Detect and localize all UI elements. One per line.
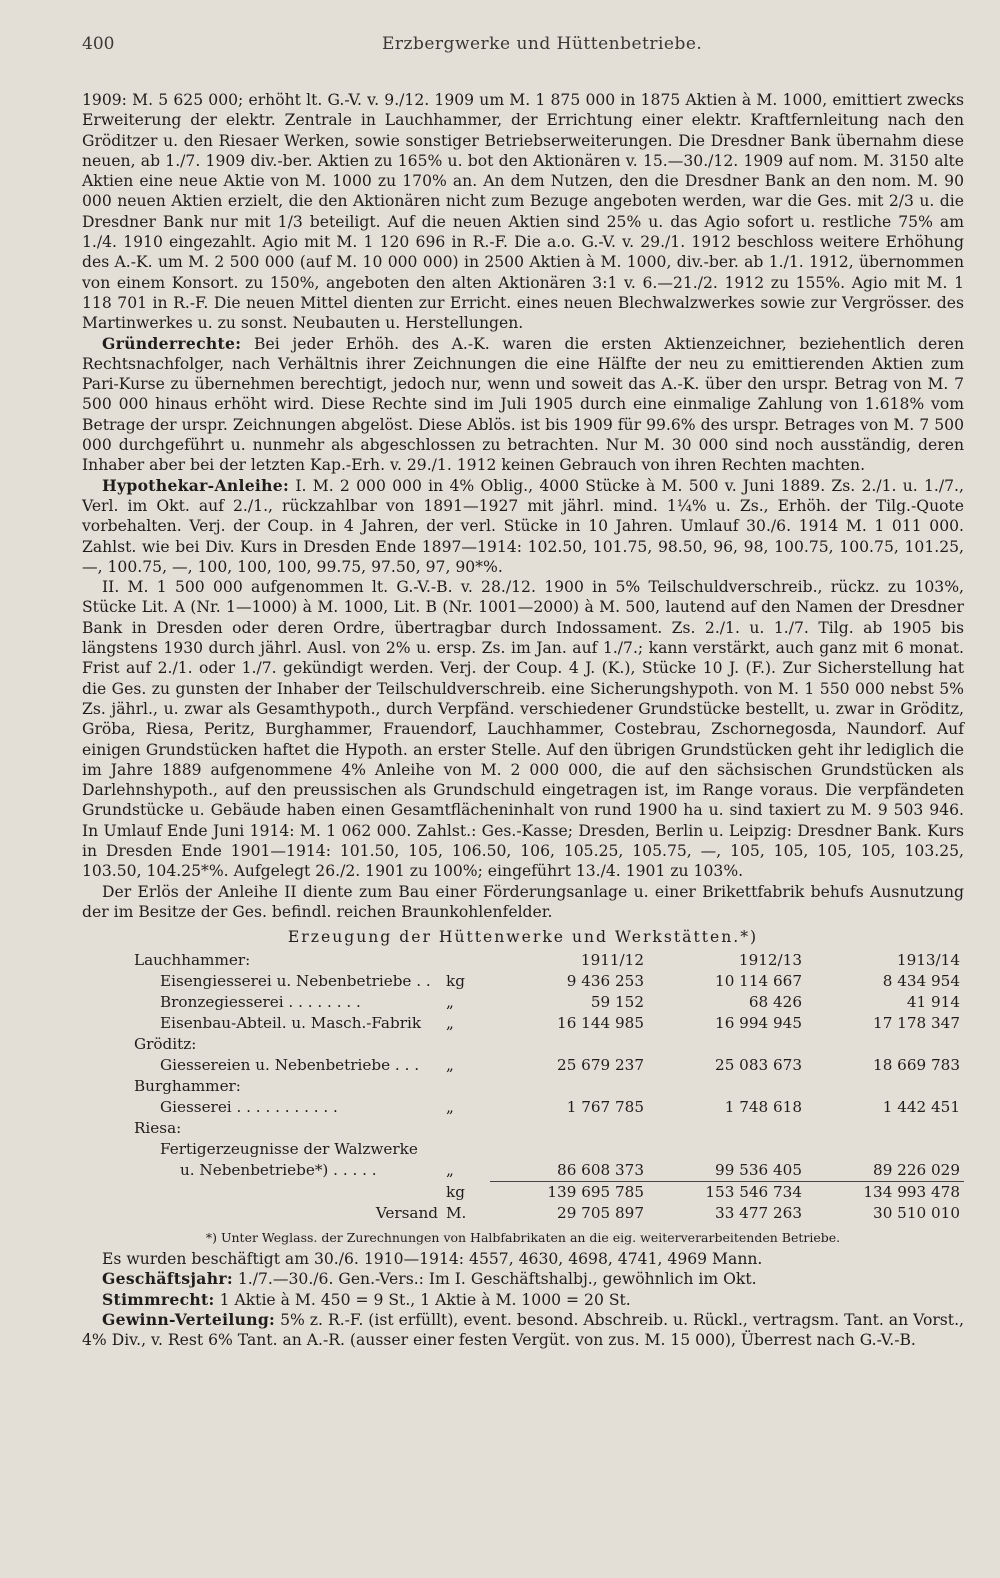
production-footnote: *) Unter Weglass. der Zurechnungen von Halbfabrikaten an die eig. weiterverarbeitenden Betriebe. [205,1230,841,1246]
capital-history-paragraph: 1909: M. 5 625 000; erhöht lt. G.-V. v. 9./12. 1909 um M. 1 875 000 in 1875 Aktien à M. 1000, emittiert zwecks Erweiterung der elektr. Zentrale in Lauchhammer, der Errichtung einer elektr. Kraftfernleitung nach den Gröditzer u. den Riesaer Werken, sowie sonstiger Betriebserweiterungen. Die Dresdner Bank übernahm diese neuen, ab 1./7. 1909 div.-ber. Aktien zu 165% u. bot den Aktionären v. 15.—30./12. 1909 auf nom. M. 3150 alte Aktien eine neue Aktie von M. 1000 zu 170% an. An dem Nutzen, den die Dresdner Bank an den nom. M. 90 000 neuen Aktien erzielt, die den Aktionären nicht zum Bezuge angeboten werden, war die Ges. mit 2/3 u. die Dresdner Bank nur mit 1/3 beteiligt. Auf die neuen Aktien sind 25% u. das Agio sofort u. restliche 75% am 1./4. 1910 eingezahlt. Agio mit M. 1 120 696 in R.-F. Die a.o. G.-V. v. 29./1. 1912 beschloss weitere Erhöhung des A.-K. um M. 2 500 000 (auf M. 10 000 000) in 2500 Aktien à M. 1000, div.-ber. ab 1./1. 1912, übernommen von einem Konsort. zu 150%, angeboten den alten Aktionären 3:1 v. 6.—21./2. 1912 zu 155%. Agio mit M. 1 118 701 in R.-F. Die neuen Mittel dienten zur Erricht. eines neuen Blechwalzwerkes sowie zur Vergrösser. des Martinwerkes u. zu sonst. Neubauten u. Herstellungen. [82,91,964,333]
row-label: Burghammer: [134,1077,241,1096]
row-unit: „ [446,1098,454,1117]
page-header [82,34,964,54]
row-value-1911-12: 25 679 237 [557,1056,644,1075]
sum-1911-12: 139 695 785 [490,1182,648,1204]
row-value-1912-13 [648,1139,806,1160]
row-value-1913-14 [806,1139,964,1160]
row-value-1912-13: 25 083 673 [715,1056,802,1075]
row-value-1913-14: 18 669 783 [873,1056,960,1075]
row-value-1913-14: 8 434 954 [882,972,960,991]
row-value-1913-14: 41 914 [906,993,960,1012]
row-unit [442,1034,490,1055]
table-row [82,1076,964,1097]
row-value-1913-14: 1 442 451 [882,1098,960,1117]
row-label: u. Nebenbetriebe*) . . . . . [180,1161,377,1180]
row-unit [442,1118,490,1139]
versand-1911-12: 29 705 897 [557,1204,644,1223]
row-value-1911-12 [490,1139,648,1160]
production-table-header [82,950,964,971]
row-value-1912-13: 10 114 667 [715,972,802,991]
page-number: 400 [82,34,115,54]
row-unit: „ [446,993,454,1012]
table-row [82,1013,964,1034]
row-value-1912-13 [648,1076,806,1097]
table-row [82,1034,964,1055]
versand-1912-13: 33 477 263 [715,1204,802,1223]
hypothekar-text: I. M. 2 000 000 in 4% Oblig., 4000 Stücke à M. 500 v. Juni 1889. Zs. 2./1. u. 1./7., Verl. im Okt. auf 2./1., rückzahlbar von 1891—1927 mit jährl. mind. 1¼% u. Zs., Erhöh. der Tilg.-Quote vorbehalten. Verj. der Coup. in 4 Jahren, der verl. Stücke in 10 Jahren. Umlauf 30./6. 1914 M. 1 011 000. Zahlst. wie bei Div. Kurs in Dresden Ende 1897—1914: 102.50, 101.75, 98.50, 96, 98, 100.75, 100.75, 101.25, —, 100.75, —, 100, 100, 100, 99.75, 97.50, 97, 90*%. [82,476,964,576]
versand-row [82,1203,964,1224]
row-value-1911-12: 59 152 [590,993,644,1012]
row-label: Bronzegiesserei . . . . . . . . [160,993,361,1012]
row-label: Gröditz: [134,1035,197,1054]
row-value-1911-12 [490,1118,648,1139]
row-value-1913-14: 89 226 029 [873,1161,960,1180]
row-value-1913-14 [806,1118,964,1139]
hypothekar-paragraph-2: II. M. 1 500 000 aufgenommen lt. G.-V.-B. v. 28./12. 1900 in 5% Teilschuldverschreib., rückz. zu 103%, Stücke Lit. A (Nr. 1—1000) à M. 1000, Lit. B (Nr. 1001—2000) à M. 500, lautend auf den Namen der Dresdner Bank in Dresden oder deren Ordre, übertragbar durch Indossament. Zs. 2./1. u. 1./7. Tilg. ab 1905 bis längstens 1930 durch jährl. Ausl. von 2% u. ersp. Zs. im Jan. auf 1./7.; kann verstärkt, auch ganz mit 6 monat. Frist auf 2./1. oder 1./7. gekündigt werden. Verj. der Coup. 4 J. (K.), Stücke 10 J. (F.). Zur Sicherstellung hat die Ges. zu gunsten der Inhaber der Teilschuldverschreib. eine Sicherungshypoth. von M. 1 550 000 nebst 5% Zs. jährl., u. zwar als Gesamthypoth., durch Verpfänd. verschiedener Grundstücke bestellt, u. zwar in Gröditz, Gröba, Riesa, Peritz, Burghammer, Frauendorf, Lauchhammer, Costebrau, Zschornegosda, Naundorf. Auf einigen Grundstücken haftet die Hypoth. an erster Stelle. Auf den übrigen Grundstücken geht ihr lediglich die im Jahre 1889 aufgenommene 4% Anleihe von M. 2 000 000, die auf den sächsischen Grundstücken als Darlehnshypoth., auf den preussischen als Grundschuld eingetragen ist, im Range voraus. Die verpfändeten Grundstücke u. Gebäude haben einen Gesamtflächeninhalt von rund 1900 ha u. sind taxiert zu M. 9 503 946. In Umlauf Ende Juni 1914: M. 1 062 000. Zahlst.: Ges.-Kasse; Dresden, Berlin u. Leipzig: Dresdner Bank. Kurs in Dresden Ende 1901—1914: 101.50, 105, 106.50, 106, 105.25, 105.75, —, 105, 105, 105, 105, 103.25, 103.50, 104.25*%. Aufgelegt 26./2. 1901 zu 100%; eingeführt 13./4. 1901 zu 103%. [82,578,964,881]
table-row [82,971,964,992]
production-table [82,950,964,1224]
sum-1912-13: 153 546 734 [648,1182,806,1204]
row-label: Eisenbau-Abteil. u. Masch.-Fabrik [160,1014,422,1033]
gewinnverteilung-paragraph [82,1310,964,1351]
row-value-1911-12: 86 608 373 [557,1161,644,1180]
row-value-1913-14 [806,1076,964,1097]
table-row [82,1139,964,1160]
row-value-1912-13 [648,1118,806,1139]
table-row [82,1118,964,1139]
row-value-1911-12 [490,1034,648,1055]
table-row [82,992,964,1013]
geschaeftsjahr-label: Geschäftsjahr: [102,1269,233,1289]
row-value-1911-12: 1 767 785 [566,1098,644,1117]
row-unit: „ [446,1056,454,1075]
row-unit: „ [446,1161,454,1180]
row-value-1911-12: 9 436 253 [566,972,644,991]
row-value-1912-13: 16 994 945 [715,1014,802,1033]
row-label: Riesa: [134,1119,182,1138]
geschaeftsjahr-paragraph [82,1269,964,1289]
gruenderrechte-paragraph [82,334,964,476]
gewinnverteilung-text: 5% z. R.-F. (ist erfüllt), event. besond. Abschreib. u. Rückl., vertragsm. Tant. an Vorst., 4% Div., v. Rest 6% Tant. an A.-R. (ausser einer festen Vergüt. von zus. M. 15 000), Überrest nach G.-V.-B. [82,1311,964,1350]
sum-row [82,1182,964,1204]
geschaeftsjahr-text: 1./7.—30./6. Gen.-Vers.: Im I. Geschäftshalbj., gewöhnlich im Okt. [237,1270,757,1289]
row-value-1912-13: 1 748 618 [724,1098,802,1117]
gruenderrechte-label: Gründerrechte: [102,333,242,353]
hypothekar-label: Hypothekar-Anleihe: [102,475,290,495]
hypothekar-paragraph-3: Der Erlös der Anleihe II diente zum Bau einer Förderungsanlage u. einer Brikettfabrik behufs Ausnutzung der im Besitze der Ges. befindl. reichen Braunkohlenfelder. [82,882,964,921]
row-unit [442,1139,490,1160]
row-label: Eisengiesserei u. Nebenbetriebe . . [160,972,431,991]
row-unit: kg [446,972,465,991]
row-value-1912-13 [648,1034,806,1055]
row-unit: „ [446,1014,454,1033]
document-body [82,90,964,1351]
beschaeftigt-paragraph: Es wurden beschäftigt am 30./6. 1910—1914: 4557, 4630, 4698, 4741, 4969 Mann. [102,1250,763,1269]
versand-label: Versand [375,1204,438,1223]
versand-1913-14: 30 510 010 [873,1204,960,1223]
table-row [82,1160,964,1182]
row-unit [442,1076,490,1097]
table-row [82,1055,964,1076]
row-label: Giessereien u. Nebenbetriebe . . . [160,1056,420,1075]
production-table-title: Erzeugung der Hüttenwerke und Werkstätten.*) [287,928,759,947]
sum-unit: kg [446,1182,465,1201]
col-header-2: 1912/13 [738,951,802,970]
stimmrecht-text: 1 Aktie à M. 450 = 9 St., 1 Aktie à M. 1000 = 20 St. [219,1290,631,1309]
table-row [82,1097,964,1118]
row-value-1911-12: 16 144 985 [557,1014,644,1033]
stimmrecht-paragraph [82,1290,964,1310]
gewinnverteilung-label: Gewinn-Verteilung: [102,1310,276,1330]
running-title: Erzbergwerke und Hüttenbetriebe. [382,34,703,54]
stimmrecht-label: Stimmrecht: [102,1289,215,1309]
col-header-1: 1911/12 [580,951,644,970]
row-value-1912-13: 68 426 [748,993,802,1012]
row-value-1913-14 [806,1034,964,1055]
row-value-1912-13: 99 536 405 [715,1161,802,1180]
sum-1913-14: 134 993 478 [806,1182,964,1204]
hypothekar-paragraph [82,476,964,577]
versand-unit: M. [446,1204,467,1223]
row-label: Fertigerzeugnisse der Walzwerke [160,1140,418,1159]
row-value-1911-12 [490,1076,648,1097]
row-label: Giesserei . . . . . . . . . . . [160,1098,338,1117]
col-header-3: 1913/14 [896,951,960,970]
header-label-cell: Lauchhammer: [134,951,251,970]
gruenderrechte-text: Bei jeder Erhöh. des A.-K. waren die ersten Aktienzeichner, beziehentlich deren Rechtsnachfolger, nach Verhältnis ihrer Zeichnungen die eine Hälfte der neu zu emittierenden Aktien zum Pari-Kurse zu übernehmen berechtigt, jedoch nur, wenn und soweit das A.-K. über den urspr. Betrag von M. 7 500 000 hinaus erhöht wird. Diese Rechte sind im Juli 1905 durch eine einmalige Zahlung von 1.618% vom Betrage der urspr. Zeichnungen abgelöst. Diese Ablös. ist bis 1909 für 99.6% des urspr. Betrages von M. 7 500 000 durchgeführt u. nunmehr als abgeschlossen zu betrachten. Nur M. 30 000 sind noch ausständig, deren Inhaber aber bei der letzten Kap.-Erh. v. 29./1. 1912 keinen Gebrauch von ihren Rechten machten. [82,334,964,475]
row-value-1913-14: 17 178 347 [873,1014,960,1033]
